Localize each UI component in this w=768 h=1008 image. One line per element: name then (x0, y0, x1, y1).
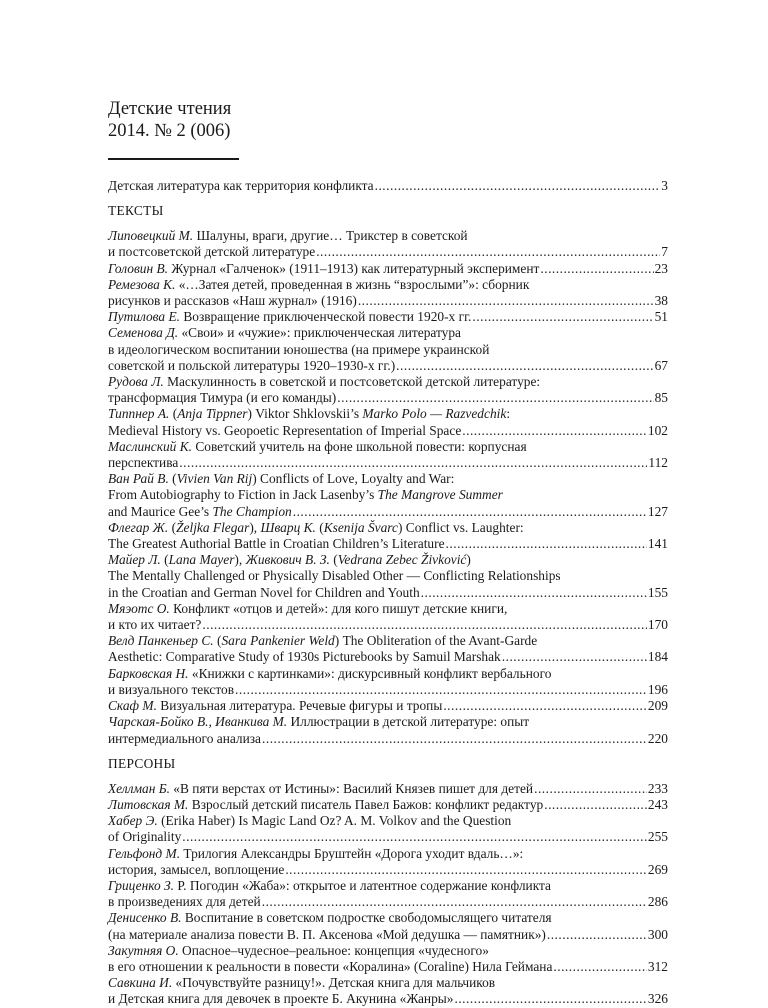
page-number: 233 (647, 780, 668, 796)
dot-leader (446, 536, 647, 552)
text-run: Опасное–чудесное–реальное: концепция «чудесного» (178, 942, 489, 958)
italic-text: The Champion (212, 503, 292, 519)
italic-text: Литовская М. (108, 796, 189, 812)
toc-line-text (108, 504, 292, 520)
toc-line (108, 959, 668, 975)
text-run: история, замысел, воплощение (108, 861, 285, 877)
italic-text: Скаф М. (108, 698, 157, 714)
italic-text: Хеллман Б. (108, 780, 170, 796)
text-run: перспектива (108, 455, 179, 471)
toc-line-text (108, 894, 261, 910)
text-run: Воспитание в советском подростке свободомыслящего читателя (181, 910, 552, 926)
dot-leader (182, 829, 647, 845)
page-number: 112 (648, 455, 668, 471)
dot-leader (421, 585, 647, 601)
page-number: 23 (654, 260, 668, 276)
text-run: Шалуны, враги, другие… Трикстер в советской (193, 228, 468, 244)
italic-text: Липовецкий М. (108, 228, 194, 244)
toc-line-text (108, 455, 178, 471)
page-number: 51 (654, 309, 668, 325)
italic-text: Путилова Е. (108, 309, 180, 325)
toc-line-text (108, 439, 527, 454)
text-run: ) (466, 552, 471, 568)
text-run: From Autobiography to Fiction in Jack Lasenby’s (108, 487, 378, 503)
italic-text: Гриценко З. (108, 877, 175, 893)
toc-line (108, 228, 668, 244)
text-run: в его отношении к реальности в повести «Коралина» (Coraline) Нила Геймана (108, 958, 553, 974)
italic-text: Велд Панкеньер С. (108, 633, 214, 649)
italic-text: Маслинский К. (108, 438, 192, 454)
text-run: советской и польской литературы 1920–1930-х гг.) (108, 357, 396, 373)
page-number: 209 (647, 698, 668, 714)
text-run: ), (234, 552, 246, 568)
toc-entry[interactable] (108, 633, 668, 665)
toc-line (108, 714, 668, 730)
page-number: 102 (647, 422, 668, 438)
toc-line (108, 374, 668, 390)
toc-line (108, 894, 668, 910)
dot-leader (358, 293, 654, 309)
text-run: и кто их читает? (108, 617, 202, 633)
dot-leader (202, 617, 647, 633)
text-run: (Erika Haber) Is Magic Land Oz? A. M. Volkov and the Question (157, 813, 512, 829)
toc-line-text (108, 406, 510, 421)
italic-text: Флегар Ж. (108, 519, 169, 535)
page-number: 170 (647, 617, 668, 633)
text-run: «Книжки с картинками»: дискурсивный конфликт вербального (188, 665, 552, 681)
toc-entry[interactable] (108, 975, 668, 1007)
italic-text: Закутняя О. (108, 942, 179, 958)
toc-line (108, 552, 668, 568)
italic-text: Ksenija Švarc (323, 519, 398, 535)
text-run: ) The Obliteration of the Avant-Garde (334, 633, 538, 649)
journal-title: Детские чтения (108, 99, 232, 119)
section-heading: ПЕРСОНЫ (108, 755, 176, 771)
toc-line (108, 277, 668, 293)
toc-line-text (108, 666, 551, 681)
toc-line-text (108, 633, 537, 648)
toc-line (108, 520, 668, 536)
italic-text: Чарская-Бойко В., Иванкива М. (108, 714, 288, 730)
italic-text: Sara Pankenier Weld (221, 633, 335, 649)
toc-entry[interactable] (108, 813, 668, 845)
text-run: ( (329, 552, 338, 568)
toc-entry[interactable] (108, 601, 668, 633)
italic-text: Гельфонд М. (108, 845, 181, 861)
toc-line (108, 342, 668, 358)
text-run: The Greatest Authorial Battle in Croatian Children’s Literature (108, 536, 445, 552)
italic-text: Семенова Д. (108, 325, 179, 341)
text-run: «Свои» и «чужие»: приключенческая литература (178, 325, 461, 341)
page-number: 155 (647, 584, 668, 600)
toc-line (108, 439, 668, 455)
italic-text: Marko Polo — Razvedchik (362, 406, 507, 422)
toc-line-text (108, 536, 445, 552)
toc-line-text (108, 862, 284, 878)
toc-entry[interactable] (108, 520, 668, 552)
journal-issue: 2014. № 2 (006) (108, 121, 231, 141)
toc-page (108, 98, 668, 1008)
text-run: «…Затея детей, проведенная в жизнь “взрослыми”»: сборник (175, 276, 530, 292)
text-run: Р. Погодин «Жаба»: открытое и латентное содержание конфликта (174, 877, 551, 893)
text-run: Советский учитель на фоне школьной повести: корпусная (191, 438, 527, 454)
toc-line-text (108, 781, 533, 797)
toc-line (108, 797, 668, 813)
page-number: 184 (647, 649, 668, 665)
toc-line (108, 617, 668, 633)
toc-line (108, 585, 668, 601)
italic-text: Anja Tippner (177, 406, 248, 422)
dot-leader (262, 894, 647, 910)
toc-line-text (108, 374, 540, 389)
toc-line-text (108, 927, 546, 943)
text-run: ( (213, 633, 222, 649)
text-run: in the Croatian and German Novel for Children and Youth (108, 584, 420, 600)
toc-line-text (108, 878, 551, 893)
dot-leader (472, 309, 653, 325)
toc-entry[interactable] (108, 781, 668, 797)
text-run: интермедиального анализа (108, 730, 262, 746)
text-run: Иллюстрации в детской литературе: опыт (287, 714, 530, 730)
toc-line (108, 781, 668, 797)
toc-line (108, 358, 668, 374)
italic-text: Типпнер А. (108, 406, 170, 422)
toc-line-text (108, 649, 501, 665)
toc-entry[interactable] (108, 698, 668, 714)
toc-line-text (108, 959, 552, 975)
toc-line-text (108, 471, 454, 486)
page-number: 3 (661, 178, 668, 193)
toc-line-text (108, 309, 471, 325)
page-number: 326 (647, 991, 668, 1007)
toc-line (108, 910, 668, 926)
toc-line (108, 813, 668, 829)
page-number: 127 (647, 503, 668, 519)
italic-text: Живкович В. З. (245, 552, 330, 568)
toc-line (108, 406, 668, 422)
toc-line-text (108, 585, 420, 601)
text-run: Взрослый детский писатель Павел Бажов: конфликт редактур (188, 796, 544, 812)
toc-entry-title: Детская литература как территория конфликта (108, 178, 374, 193)
page-number: 255 (647, 829, 668, 845)
toc-entry[interactable] (108, 261, 668, 277)
toc-line (108, 731, 668, 747)
italic-text: Ремезова К. (108, 276, 176, 292)
text-run: в идеологическом воспитании юношества (на примере украинской (108, 341, 490, 357)
dot-leader (262, 731, 647, 747)
toc-line-text (108, 617, 201, 633)
toc-line-text (108, 714, 529, 729)
text-run: Конфликт «отцов и детей»: для кого пишут детские книги, (169, 600, 508, 616)
toc-entry-intro[interactable] (108, 178, 668, 194)
italic-text: Барковская Н. (108, 665, 189, 681)
text-run: (на материале анализа повести В. П. Аксенова «Мой дедушка — памятник») (108, 926, 546, 942)
italic-text: Ван Рай В. (108, 471, 169, 487)
page-number: 286 (647, 894, 668, 910)
page-number: 196 (647, 681, 668, 697)
toc-entry[interactable] (108, 666, 668, 698)
table-of-contents (108, 178, 668, 1008)
text-run: Маскулинность в советской и постсоветской детской литературе: (163, 374, 541, 390)
toc-line (108, 568, 668, 584)
toc-line-text (108, 520, 524, 535)
toc-line-text (108, 568, 561, 583)
toc-line (108, 325, 668, 341)
italic-text: Vivien Van Rij (176, 471, 253, 487)
dot-leader (534, 781, 647, 797)
toc-line (108, 487, 668, 503)
dot-leader (540, 261, 653, 277)
toc-entry[interactable] (108, 910, 668, 942)
text-run: «В пяти верстах от Истины»: Василий Князев пишет для детей (169, 780, 534, 796)
page-number: 67 (654, 357, 668, 373)
toc-line (108, 536, 668, 552)
toc-line (108, 943, 668, 959)
text-run: ) Viktor Shklovskii’s (247, 406, 363, 422)
toc-line-text (108, 829, 181, 845)
toc-line (108, 455, 668, 471)
dot-leader (285, 862, 647, 878)
text-run: Medieval History vs. Geopoetic Representation of Imperial Space (108, 422, 462, 438)
italic-text: Željka Flegar (176, 519, 250, 535)
dot-leader (179, 455, 647, 471)
text-run: и визуального текстов (108, 681, 235, 697)
toc-line (108, 878, 668, 894)
toc-line (108, 178, 668, 194)
dot-leader (396, 358, 653, 374)
text-run: Возвращение приключенческой повести 1920-х гг. (179, 309, 472, 325)
dot-leader (337, 390, 653, 406)
toc-line-text (108, 325, 461, 340)
text-run: Aesthetic: Comparative Study of 1930s Picturebooks by Samuil Marshak (108, 649, 501, 665)
toc-line-text (108, 244, 315, 260)
toc-entry[interactable] (108, 878, 668, 910)
toc-line-text (108, 731, 261, 747)
text-run: «Почувствуйте разницу!». Детская книга для мальчиков (172, 975, 496, 991)
page-number: 141 (647, 536, 668, 552)
text-run: ( (315, 519, 324, 535)
text-run: and Maurice Gee’s (108, 503, 213, 519)
toc-line (108, 309, 668, 325)
dot-leader (375, 178, 661, 194)
toc-entry[interactable] (108, 471, 668, 520)
toc-line (108, 261, 668, 277)
italic-text: Мяэотс О. (108, 600, 170, 616)
text-run: Трилогия Александры Бруштейн «Дорога уходит вдаль…»: (180, 845, 524, 861)
toc-line-text (108, 943, 489, 958)
italic-text: Lana Mayer (168, 552, 235, 568)
page-number: 85 (654, 390, 668, 406)
italic-text: Головин В. (108, 260, 169, 276)
toc-line (108, 601, 668, 617)
dot-leader (547, 927, 647, 943)
text-run: Журнал «Галченок» (1911–1913) как литературный эксперимент (168, 260, 540, 276)
title-rule (108, 158, 239, 160)
text-run: ), (249, 519, 261, 535)
text-run: ( (168, 519, 177, 535)
text-run: The Mentally Challenged or Physically Disabled Other — Conflicting Relationships (108, 568, 561, 584)
toc-entry[interactable] (108, 406, 668, 438)
page-number: 269 (647, 861, 668, 877)
text-run: ) Conflict vs. Laughter: (397, 519, 524, 535)
page-number: 38 (654, 293, 668, 309)
toc-line-text (108, 975, 495, 990)
italic-text: Майер Л. (108, 552, 161, 568)
toc-line-text (108, 487, 503, 502)
toc-line (108, 927, 668, 943)
italic-text: Рудова Л. (108, 374, 164, 390)
toc-line (108, 698, 668, 714)
toc-line (108, 649, 668, 665)
italic-text: Vedrana Zebec Živković (337, 552, 467, 568)
page-number: 220 (647, 730, 668, 746)
toc-line-text (108, 358, 395, 374)
dot-leader (443, 698, 647, 714)
toc-entry[interactable] (108, 325, 668, 374)
dot-leader (293, 504, 647, 520)
toc-line (108, 846, 668, 862)
toc-line-text (108, 261, 539, 277)
toc-line (108, 244, 668, 260)
toc-line-text (108, 910, 552, 925)
toc-line (108, 423, 668, 439)
toc-line-text (108, 423, 461, 439)
dot-leader (462, 423, 647, 439)
text-run: of Originality (108, 829, 182, 845)
toc-line (108, 862, 668, 878)
text-run: и Детская книга для девочек в проекте Б. Акунина «Жанры» (108, 991, 454, 1007)
toc-line (108, 633, 668, 649)
toc-line (108, 504, 668, 520)
text-run: трансформация Тимура (и его команды) (108, 390, 337, 406)
text-run: и постсоветской детской литературе (108, 244, 316, 260)
toc-line-text (108, 682, 234, 698)
toc-entry[interactable] (108, 846, 668, 878)
toc-line-text (108, 813, 511, 828)
text-run: рисунков и рассказов «Наш журнал» (1916) (108, 293, 357, 309)
toc-line-text (108, 846, 523, 861)
italic-text: The Mangrove Summer (377, 487, 503, 503)
toc-line-text (108, 698, 442, 714)
toc-line (108, 975, 668, 991)
text-run: в произведениях для детей (108, 894, 261, 910)
page-number: 7 (661, 244, 668, 260)
toc-entry[interactable] (108, 374, 668, 406)
toc-line-text (108, 390, 336, 406)
page-number: 243 (647, 796, 668, 812)
text-run: : (506, 406, 511, 422)
toc-entry[interactable] (108, 552, 668, 601)
toc-line-text (108, 797, 543, 813)
toc-entry[interactable] (108, 943, 668, 975)
toc-line-text (108, 342, 489, 357)
toc-entry[interactable] (108, 309, 668, 325)
toc-line-text (108, 293, 357, 309)
toc-line (108, 293, 668, 309)
toc-line-text (108, 601, 507, 616)
italic-text: Денисенко В. (108, 910, 182, 926)
toc-line-text (108, 552, 471, 567)
toc-line (108, 471, 668, 487)
italic-text: Шварц К. (260, 519, 316, 535)
text-run: ( (168, 471, 177, 487)
text-run: ( (169, 406, 178, 422)
toc-line (108, 390, 668, 406)
dot-leader (316, 244, 660, 260)
toc-line (108, 666, 668, 682)
italic-text: Хабер Э. (108, 813, 158, 829)
toc-line (108, 682, 668, 698)
toc-line-text (108, 228, 468, 243)
text-run: Визуальная литература. Речевые фигуры и тропы (156, 698, 443, 714)
dot-leader (502, 649, 647, 665)
text-run: ) Conflicts of Love, Loyalty and War: (252, 471, 455, 487)
dot-leader (544, 797, 647, 813)
text-run: ( (160, 552, 169, 568)
toc-line (108, 829, 668, 845)
toc-entry[interactable] (108, 797, 668, 813)
section-heading: ТЕКСТЫ (108, 203, 164, 219)
page-number: 300 (647, 926, 668, 942)
toc-entry[interactable] (108, 439, 668, 471)
page-number: 312 (647, 958, 668, 974)
italic-text: Савкина И. (108, 975, 173, 991)
toc-entry[interactable] (108, 714, 668, 746)
toc-line-text (108, 277, 529, 292)
dot-leader (553, 959, 647, 975)
dot-leader (235, 682, 647, 698)
toc-entry[interactable] (108, 277, 668, 309)
toc-entry[interactable] (108, 228, 668, 260)
toc-sections (108, 203, 668, 1007)
